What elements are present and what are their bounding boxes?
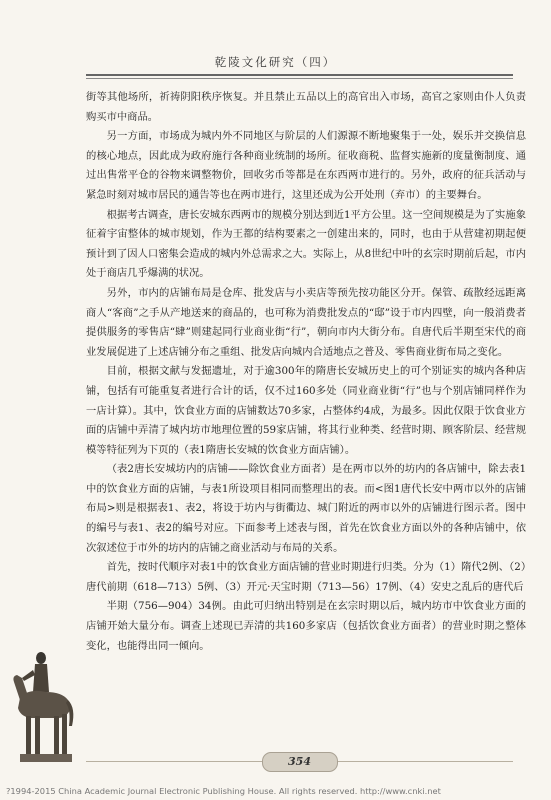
paragraph-7: 首先，按时代顺序对表1中的饮食业方面店铺的营业时期进行归类。分为（1）隋代2例、（2）唐代前期（618—713）5例、（3）开元·天宝时期（713—56）17例、（4）安史之乱后的唐代后 [86,561,526,593]
paragraph-6: （表2唐长安城坊内的店铺——除饮食业方面者）是在两市以外的坊内的各店铺中，除去表1中的饮食业方面的店铺，与表1所设项目相同而整理出的表。而<图1唐代长安中两市以外的店铺布局>则是根据表1、表2，将设于坊内与街衢边、城门附近的两市以外的店铺进行图示者。图中的编号与表1、表2的编号对应。下面参考上述表与图，首先在饮食业方面以外的各种店铺中，依次叙述位于市外的坊内的店铺之商业活动与布局的关系。 [86,463,526,554]
copyright-footer: ?1994-2015 China Academic Journal Electronic Publishing House. All rights reserved. http://www.cnki.net [6,786,441,796]
paragraph-4: 另外，市内的店铺布局是仓库、批发店与小卖店等预先按功能区分开。保管、疏散经远距离商人“客商”之手从产地送来的商品的，也可称为消费批发点的“邸”设于市内四壁，向一般消费者提供服务的零售店“肆”则建起同行业商业街“行”，朝向市内大街分布。自唐代后半期至宋代的商业发展促进了上述店铺分布之重组、批发店向城内合适地点之普及、零售商业街布局之变化。 [86,286,526,358]
header-rule-thin [86,78,513,79]
paragraph-1: 街等其他场所，祈祷阴阳秩序恢复。并且禁止五品以上的高官出入市场，高官之家则由仆人负责购买市中商品。 [86,91,526,123]
paragraph-3: 根据考古调查，唐长安城东西两市的规模分别达到近1平方公里。这一空间规模是为了实施象征着宇宙整体的城市规划，作为王都的结构要素之一创建出来的，同时，也由于从营建初期起便预计到了因人口密集会造成的城内外总需求之大。实际上，从8世纪中叶的玄宗时期前后起，市内处于商店几乎爆满的状况。 [86,208,526,280]
paragraph-8: 半期（756—904）34例。由此可归纳出特别是在玄宗时期以后，城内坊市中饮食业方面的店铺开始大量分布。调查上述现已弄清的共160多家店（包括饮食业方面者）的营业时期之整体变化，也能得出同一倾向。 [86,600,526,652]
body-text [86,88,526,656]
page-number: 354 [262,752,338,772]
paragraph-5: 目前，根据文献与发掘遗址，对于逾300年的隋唐长安城历史上的可个别证实的城内各种店铺，包括有可能重复者进行合计的话，仅不过160多处（同业商业街“行”也与个别店铺同样作为一店计算）。其中，饮食业方面的店铺数达70多家，占整体约4成，为最多。因此仅限于饮食业方面的店铺中弄清了城内坊市地理位置的59家店铺，将其行业种类、经营时期、顾客阶层、经营规模等特征列为下页的（表1隋唐长安城的饮食业方面店铺）。 [86,365,526,456]
running-header: 乾陵文化研究（四） [214,55,337,69]
horse-rider-figurine-icon [8,648,78,776]
page-number-bar [86,752,513,772]
paragraph-2: 另一方面，市场成为城内外不同地区与阶层的人们源源不断地聚集于一处，娱乐并交换信息的核心地点，因此成为政府施行各种商业统制的场所。征收商税、监督实施新的度量衡制度、通过出售常平仓的谷物来调整物价，回收劣币等都是在东西两市进行的。另外，政府的征兵活动与紧急时刻对城市居民的通告等也在两市进行，这里还成为公开处刑（弃市）的主要舞台。 [86,130,526,201]
header-rule-thick [86,74,513,76]
